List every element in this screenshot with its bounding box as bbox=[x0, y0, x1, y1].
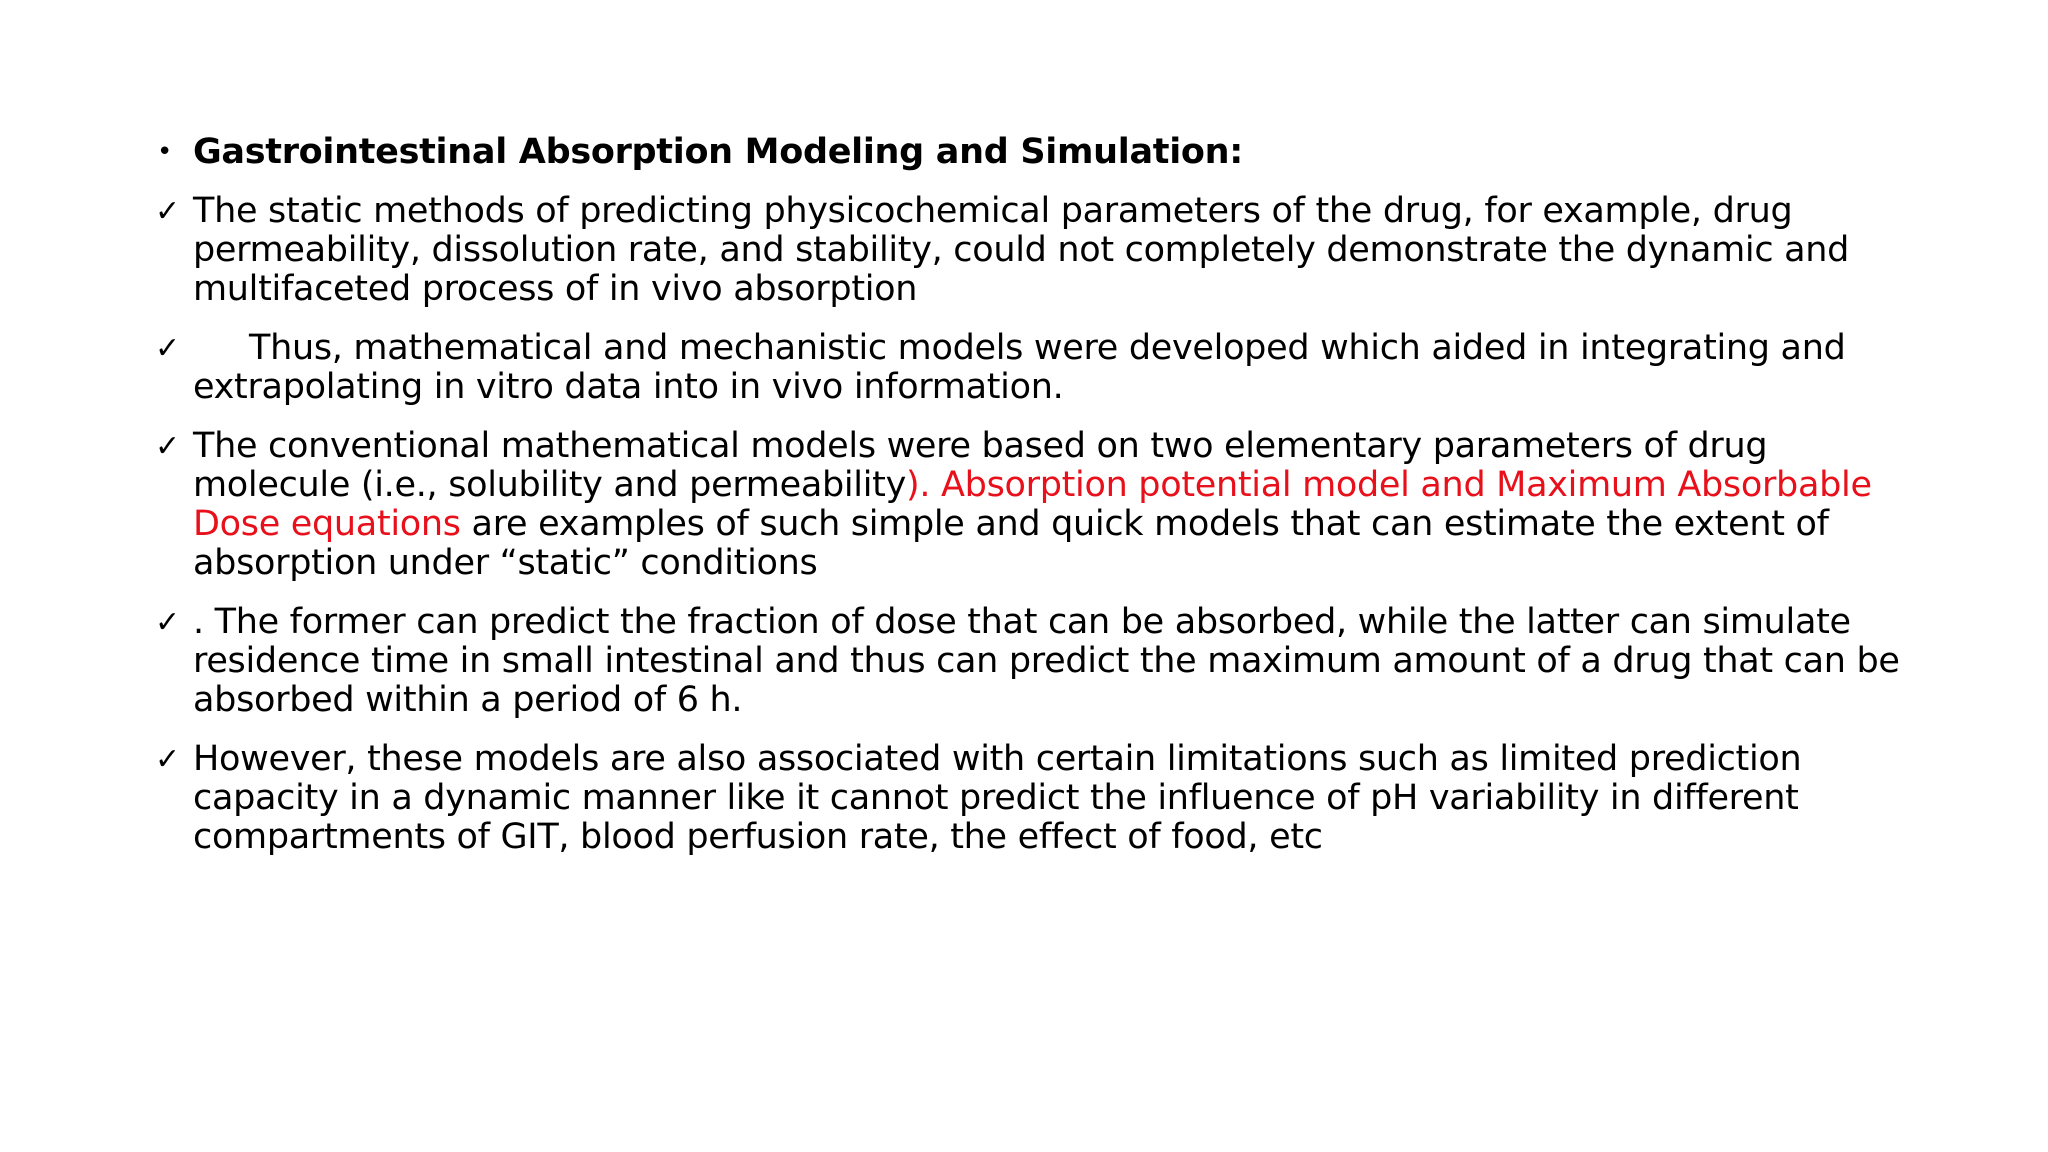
list-item bbox=[155, 329, 1915, 407]
list-item bbox=[155, 603, 1915, 720]
list-item bbox=[155, 427, 1915, 583]
checkmark-icon: ✓ bbox=[155, 331, 180, 366]
section-heading: Gastrointestinal Absorption Modeling and Simulation: bbox=[193, 132, 1243, 172]
point-text: . The former can predict the fraction of dose that can be absorbed, while the latter can simulate residence time in small intestinal and thus can predict the maximum amount of a drug that can be absorbed within a period of 6 h. bbox=[193, 602, 1900, 720]
point-text: The conventional mathematical models were based on two elementary parameters of drug molecule (i.e., solubility and permeability bbox=[193, 426, 1768, 505]
checkmark-icon: ✓ bbox=[155, 194, 180, 229]
point-text-continued: are examples of such simple and quick models that can estimate the extent of absorption under “static” conditions bbox=[193, 504, 1829, 583]
point-text: However, these models are also associated with certain limitations such as limited prediction capacity in a dynamic manner like it cannot predict the influence of pH variability in different compartments of GIT, blood perfusion rate, the effect of food, etc bbox=[193, 739, 1802, 857]
point-text: Thus, mathematical and mechanistic models were developed which aided in integrating and extrapolating in vitro data into in vivo information. bbox=[193, 328, 1846, 407]
list-item bbox=[155, 192, 1915, 309]
list-item bbox=[155, 740, 1915, 857]
checkmark-icon: ✓ bbox=[155, 742, 180, 777]
checkmark-icon: ✓ bbox=[155, 605, 180, 640]
bullet-icon: • bbox=[157, 137, 173, 167]
slide-content bbox=[155, 133, 1915, 877]
point-text: The static methods of predicting physicochemical parameters of the drug, for example, drug permeability, dissolution rate, and stability, could not completely demonstrate the dynamic and multifaceted process of in vivo absorption bbox=[193, 191, 1850, 309]
highlighted-text: ). Absorption potential model and Maximum Absorbable Dose equations bbox=[193, 465, 1872, 544]
heading-item bbox=[155, 133, 1915, 172]
checkmark-icon: ✓ bbox=[155, 429, 180, 464]
